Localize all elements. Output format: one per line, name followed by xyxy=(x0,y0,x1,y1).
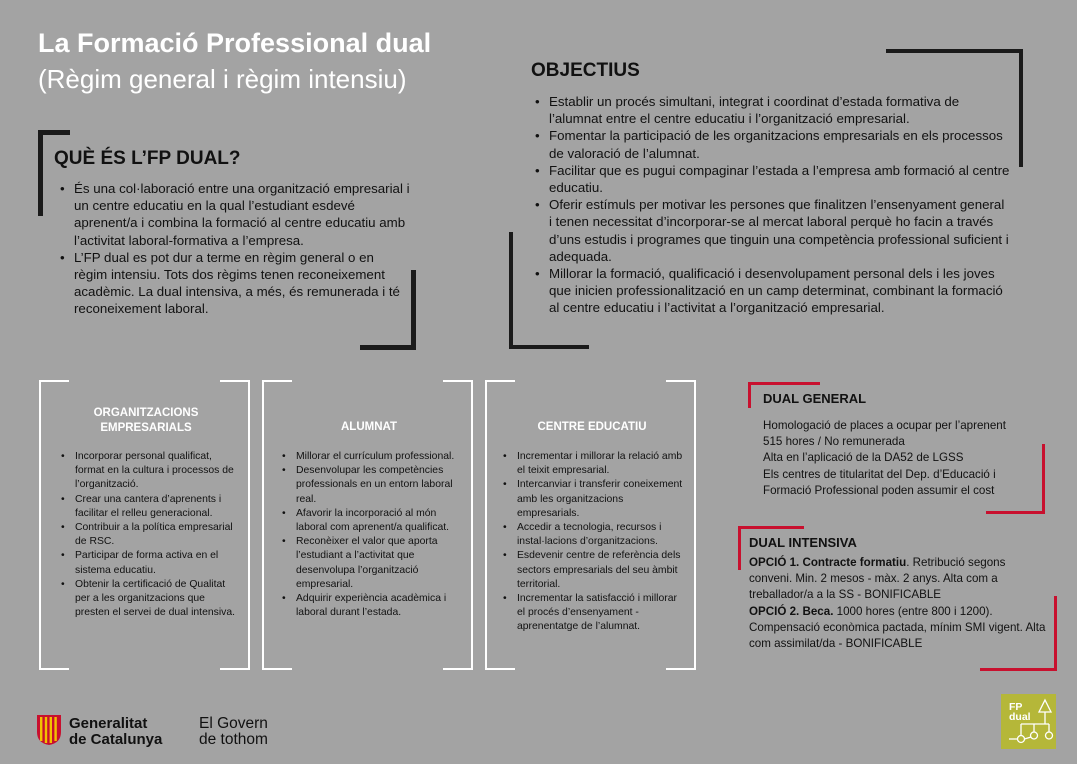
que-es-item: • L’FP dual es pot dur a terme en règim general o en règim intensiu. Tots dos règims tenen reconeixement acadèmic. La dual intensiva, a més, és remunerada i té reconeixement laboral. xyxy=(60,249,410,318)
dual-general-line: Els centres de titularitat del Dep. d’Educació i xyxy=(763,467,996,481)
dual-intensiva-opcio2-text: 1000 hores (entre 800 i 1200). Compensació econòmica pactada, mínim SMI vigent. Alta com assimilat/da - BONIFICABLE xyxy=(749,604,1046,651)
dual-intensiva-text xyxy=(749,555,1049,652)
organitzacions-item: • Contribuir a la política empresarial de RSC. xyxy=(61,521,241,549)
organitzacions-item: • Crear una cantera d’aprenents i facilitar el relleu generacional. xyxy=(61,493,241,521)
dual-general-line: Homologació de places a ocupar per l’aprenent xyxy=(763,419,1006,432)
organitzacions-title: ORGANITZACIONS EMPRESARIALS xyxy=(93,407,199,434)
fp-dual-line1: FP xyxy=(1009,701,1023,713)
generalitat-wordmark xyxy=(69,716,162,748)
centre-educatiu-title: CENTRE EDUCATIU xyxy=(537,421,647,433)
que-es-heading: QUÈ ÉS L’FP DUAL? xyxy=(54,148,241,169)
box-corner-line xyxy=(443,380,471,382)
govern-line2: de tothom xyxy=(199,731,268,748)
page-title: La Formació Professional dual xyxy=(38,28,432,58)
dual-general-line: Formació Professional poden assumir el cost xyxy=(763,483,995,497)
box-corner-line xyxy=(41,380,69,382)
box-corner-line xyxy=(264,668,292,670)
objectius-list xyxy=(535,93,1010,317)
box-corner-line xyxy=(666,668,694,670)
centre-educatiu-item: • Incrementar la satisfacció i millorar el procés d’ensenyament - aprenentatge de l’alumnat. xyxy=(503,592,687,635)
organitzacions-item: • Incorporar personal qualificat, format en la cultura i processos de l’organització. xyxy=(61,450,241,493)
centre-educatiu-item: • Incrementar i millorar la relació amb el teixit empresarial. xyxy=(503,450,687,478)
objectius-heading: OBJECTIUS xyxy=(531,60,640,81)
organitzacions-box xyxy=(39,380,250,670)
generalitat-line1: Generalitat xyxy=(69,715,148,732)
box-corner-line xyxy=(264,380,292,382)
box-corner-line xyxy=(443,668,471,670)
objectius-item: • Oferir estímuls per motivar les persones que finalitzen l’ensenyament general i tenen necessitat d’incorporar-se al mercat laboral perquè ho facin a través d’uns estudis i programes que tinguin una competència professional suficient i adequada. xyxy=(535,196,1010,265)
organitzacions-item: • Obtenir la certificació de Qualitat per a les organitzacions que presten el servei de dual intensiva. xyxy=(61,578,241,621)
dual-general-heading: DUAL GENERAL xyxy=(763,391,867,406)
centre-educatiu-item: • Esdevenir centre de referència dels sectors empresarials del seu àmbit territorial. xyxy=(503,549,687,592)
alumnat-item: • Millorar el currículum professional. xyxy=(282,450,462,464)
que-es-list xyxy=(60,180,410,318)
box-corner-line xyxy=(41,668,69,670)
centre-educatiu-item: • Intercanviar i transferir coneixement amb les organitzacions empresarials. xyxy=(503,478,687,521)
dual-intensiva-opcio2-label: OPCIÓ 2. Beca. xyxy=(749,604,834,618)
generalitat-line2: de Catalunya xyxy=(69,731,163,748)
box-corner-line xyxy=(666,380,694,382)
fp-dual-text xyxy=(1009,702,1031,722)
objectius-item: • Fomentar la participació de les organitzacions empresarials en els processos de valoració de l’alumnat. xyxy=(535,127,1010,161)
box-corner-line xyxy=(220,380,248,382)
generalitat-emblem-icon xyxy=(36,714,62,746)
dual-intensiva-heading: DUAL INTENSIVA xyxy=(749,535,857,550)
dual-general-line: Alta en l’aplicació de la DA52 de LGSS xyxy=(763,451,964,465)
dual-intensiva-opcio1-label: OPCIÓ 1. Contracte formatiu xyxy=(749,556,907,569)
fp-dual-logo xyxy=(1001,694,1056,749)
generalitat-logo xyxy=(36,714,62,746)
objectius-item: • Millorar la formació, qualificació i desenvolupament personal dels i les joves que inicien professionalització en un camp determinat, combinant la formació al centre educatiu i l’activitat a l’organització empresarial. xyxy=(535,265,1010,317)
box-corner-line xyxy=(220,668,248,670)
govern-line1: El Govern xyxy=(199,715,268,732)
objectius-item: • Facilitar que es pugui compaginar l’estada a l’empresa amb formació al centre educatiu. xyxy=(535,162,1010,196)
centre-educatiu-list xyxy=(503,450,687,635)
alumnat-list xyxy=(282,450,462,620)
centre-educatiu-box xyxy=(485,380,696,670)
alumnat-box xyxy=(262,380,473,670)
box-corner-line xyxy=(487,380,515,382)
alumnat-item: • Afavorir la incorporació al món laboral com aprenent/a qualificat. xyxy=(282,507,462,535)
organitzacions-list xyxy=(61,450,241,620)
page-subtitle: (Règim general i règim intensiu) xyxy=(38,64,407,94)
dual-intensiva-opcio1-text: . Retribució segons conveni. Min. 2 mesos - màx. 2 anys. Alta com a treballador/a a la SS - BONIFICABLE xyxy=(749,556,1006,602)
alumnat-title: ALUMNAT xyxy=(341,421,397,433)
centre-educatiu-item: • Accedir a tecnologia, recursos i instal·lacions d’organitzacions. xyxy=(503,521,687,549)
alumnat-item: • Reconèixer el valor que aporta l’estudiant a l’activitat que desenvolupa l’organització empresarial. xyxy=(282,535,462,592)
fp-dual-line2: dual xyxy=(1009,711,1031,723)
organitzacions-item: • Participar de forma activa en el sistema educatiu. xyxy=(61,549,241,577)
dual-general-line: 515 hores / No remunerada xyxy=(763,435,905,449)
box-corner-line xyxy=(487,668,515,670)
objectius-item: • Establir un procés simultani, integrat i coordinat d’estada formativa de l’alumnat entre el centre educatiu i l’organització empresarial. xyxy=(535,93,1010,127)
que-es-item: • És una col·laboració entre una organització empresarial i un centre educatiu en la qual l’estudiant esdevé aprenent/a i combina la formació al centre educatiu amb l’activitat laboral-formativa a l’empresa. xyxy=(60,180,410,249)
dual-general-text xyxy=(763,418,1053,499)
govern-wordmark xyxy=(199,716,268,748)
alumnat-item: • Adquirir experiència acadèmica i laboral durant l’estada. xyxy=(282,592,462,620)
alumnat-item: • Desenvolupar les competències professionals en un entorn laboral real. xyxy=(282,464,462,507)
